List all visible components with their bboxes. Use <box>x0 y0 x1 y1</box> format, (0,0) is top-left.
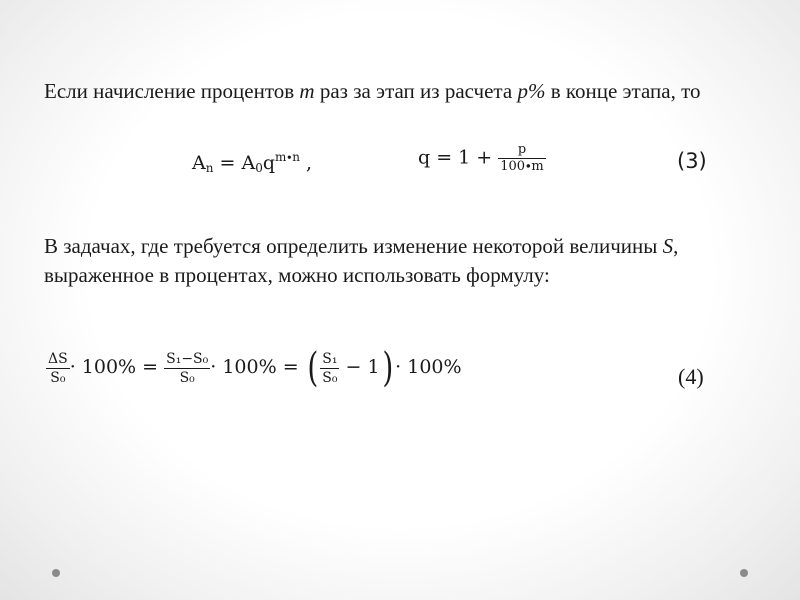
fraction-delta-s-over-s0: $\frac{\Delta S}{\text{S₀}}$ <box>48 350 68 386</box>
formula-3-right: q = 1 + $\frac{p}{100\cdot m}$ <box>418 142 544 174</box>
var-p-percent: p% <box>517 79 546 103</box>
equation-number-3: (3) <box>677 149 707 173</box>
var-s: S <box>662 234 674 258</box>
equation-number-4: (4) <box>678 364 704 389</box>
fraction-s1-minus-s0-over-s0: $\frac{\text{S₁−S₀}}{\text{S₀}}$ <box>166 350 209 386</box>
var-m: m <box>299 79 315 103</box>
fraction-p-over-100m: $\frac{p}{100\cdot m}$ <box>500 142 544 174</box>
decorative-dot-right <box>740 569 748 577</box>
fraction-s1-over-s0: $\frac{\text{S₁}}{\text{S₀}}$ <box>322 350 338 386</box>
formula-3-left: $A_n = A_0q^{m\cdot n}$ , <box>192 150 313 175</box>
paragraph-percent-change: В задачах, где требуется определить изменение некоторой величины S, выраженное в процентах, можно использовать формулу: <box>44 234 679 287</box>
paragraph-compound-interest: Если начисление процентов m раз за этап из расчета p% в конце этапа, то <box>44 79 701 103</box>
formula-4: $\frac{\Delta S}{\text{S₀}}$ · 100% = $\frac{\text{S₁−S₀}}{\text{S₀}}$ · 100% = ( $\frac{\text{S₁}}{\text{S₀}}$ − 1) · 100% <box>48 345 462 391</box>
decorative-dot-left <box>52 569 60 577</box>
